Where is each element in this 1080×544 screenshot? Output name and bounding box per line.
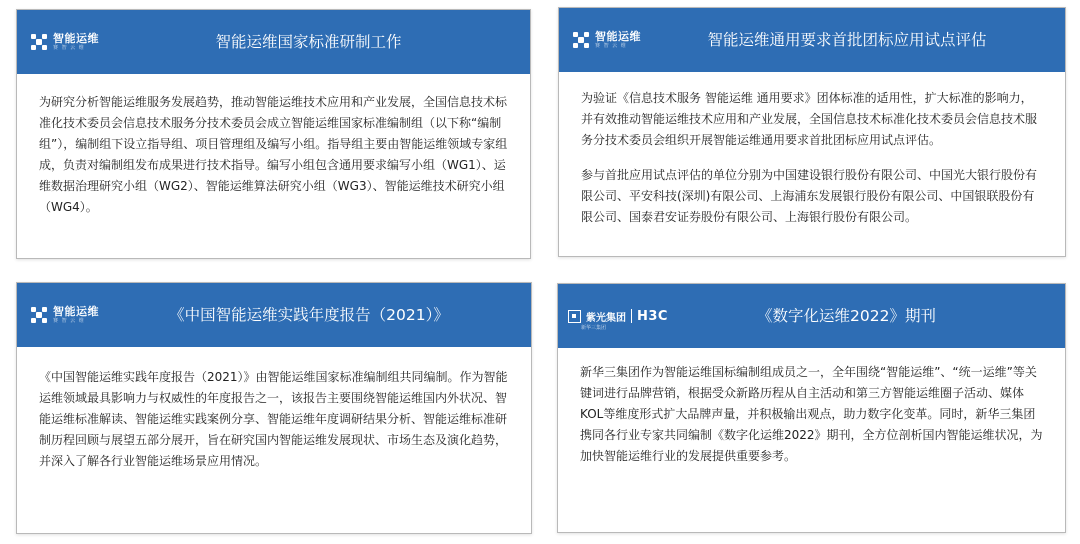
card-paragraph: 新华三集团作为智能运维国标编制组成员之一，全年围绕“智能运维”、“统一运维”等关键词进行品牌营销，根据受众新路历程从自主活动和第三方智能运维圈子活动、媒体KOL等维度形式扩大品牌声量，并积极输出观点，助力数字化变革。同时，新华三集团携同各行业专家共同编制《数字化运维2022》期刊，全方位剖析国内智能运维状况，为加快智能运维行业的发展提供重要参考。 bbox=[580, 365, 1043, 463]
logo-text: 智能运维 bbox=[595, 30, 641, 43]
card-pilot-evaluation bbox=[558, 7, 1066, 257]
card-body bbox=[17, 347, 531, 482]
card-title: 《数字化运维2022》期刊 bbox=[757, 307, 936, 325]
card-title: 智能运维通用要求首批团标应用试点评估 bbox=[707, 31, 987, 49]
card-body bbox=[559, 72, 1065, 238]
logo-subtext: 赛 智 云 维 bbox=[53, 45, 85, 51]
card-paragraph: 参与首批应用试点评估的单位分别为中国建设银行股份有限公司、中国光大银行股份有限公司、平安科技(深圳)有限公司、上海浦东发展银行股份有限公司、中国银联股份有限公司、国泰君安证券股份有限公司、上海银行股份有限公司。 bbox=[581, 168, 1038, 224]
card-national-standard bbox=[16, 9, 531, 259]
card-body bbox=[558, 348, 1065, 477]
card-header bbox=[558, 284, 1065, 348]
card-title: 智能运维国家标准研制工作 bbox=[215, 33, 402, 51]
logo-text: 智能运维 bbox=[53, 32, 99, 45]
card-paragraph: 为验证《信息技术服务 智能运维 通用要求》团体标准的适用性，扩大标准的影响力，并有效推动智能运维技术应用和产业发展，全国信息技术标准化技术委员会信息技术服务分技术委员会组织开展智能运维通用要求首批团标应用试点评估。 bbox=[581, 91, 1038, 147]
card-annual-report bbox=[16, 282, 532, 534]
logo-subtext: 赛 智 云 维 bbox=[53, 318, 85, 324]
logo-text-cn: 紫光集团 bbox=[586, 312, 626, 324]
card-header bbox=[559, 8, 1065, 72]
card-title: 《中国智能运维实践年度报告（2021）》 bbox=[169, 306, 449, 324]
card-header bbox=[17, 10, 530, 74]
logo-subtext: 赛 智 云 维 bbox=[595, 43, 627, 49]
logo-subtext: 新华三集团 bbox=[581, 325, 607, 331]
card-digital-ops-journal bbox=[557, 283, 1066, 533]
card-paragraph: 为研究分析智能运维服务发展趋势，推动智能运维技术应用和产业发展，全国信息技术标准化技术委员会信息技术服务分技术委员会成立智能运维国家标准编制组（以下称“编制组”），编制组下设立指导组、项目管理组及编写小组。指导组主要由智能运维领域专家组成，负责对编制组发布成果进行技术指导。编写小组包含通用要求编写小组（WG1）、运维数据治理研究小组（WG2）、智能运维算法研究小组（WG3）、智能运维技术研究小组（WG4）。 bbox=[39, 95, 508, 214]
card-header bbox=[17, 283, 531, 347]
card-body bbox=[17, 74, 530, 228]
logo-text-en: H3C bbox=[637, 308, 668, 324]
logo-text: 智能运维 bbox=[53, 305, 99, 318]
card-paragraph: 《中国智能运维实践年度报告（2021）》由智能运维国家标准编制组共同编制。作为智能运维领域最具影响力与权威性的年度报告之一，该报告主要围绕智能运维国内外状况、智能运维标准解读、智能运维实践案例分享、智能运维年度调研结果分析、智能运维标准研制历程回顾与展望五部分展开，旨在研究国内智能运维发展现状、市场生态及演化趋势，并深入了解各行业智能运维场景应用情况。 bbox=[39, 370, 508, 468]
